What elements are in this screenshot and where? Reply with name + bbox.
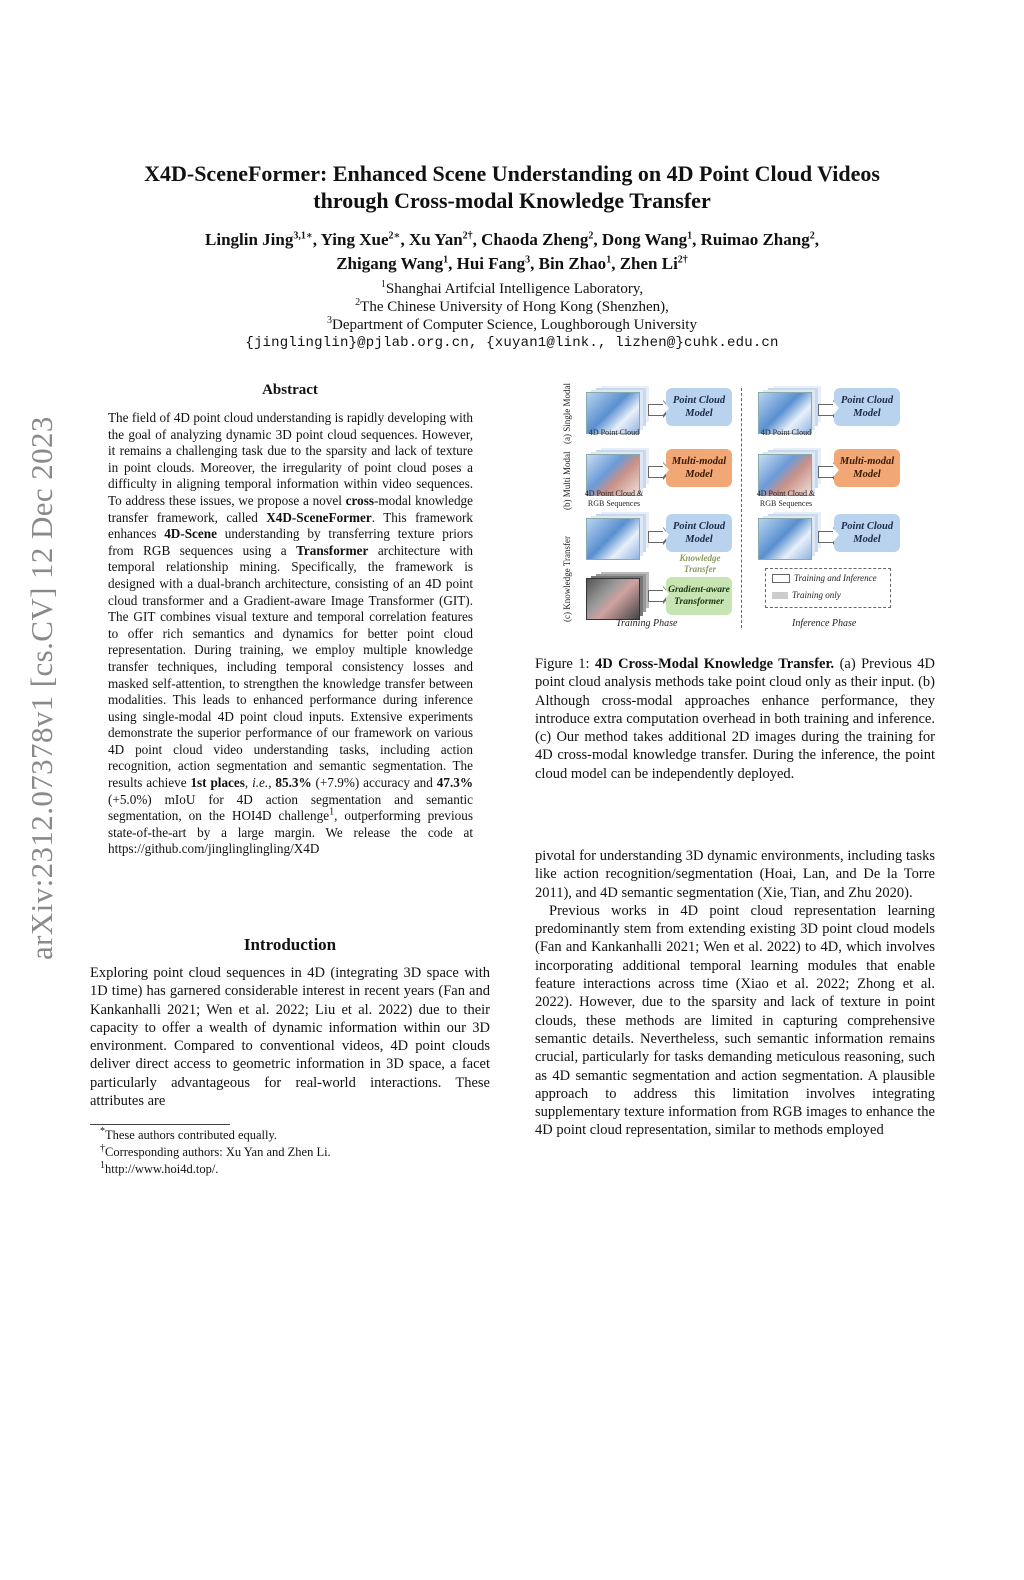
knowledge-transfer-label: Knowledge Transfer — [679, 553, 721, 574]
point-cloud-model-box: Point Cloud Model — [834, 388, 900, 426]
legend-training-inference — [772, 573, 877, 583]
right-paragraph-1: pivotal for understanding 3D dynamic environments, including tasks like action recognition/segmentation (Hoai, Lan, and De la Torre 2011), and 4D semantic segmentation (Xie, Tian, and Zhu 2020). — [535, 848, 935, 901]
right-paragraph-2: Previous works in 4D point cloud representation learning predominantly stem from extending existing 3D point cloud models (Fan and Kankanhalli 2021; Wen et al. 2022) to 4D, which involves incorporating additional temporal learning modules that enable feature interactions across time (Xiao et al. 2022; Zhong et al. 2022). However, due to the sparsity and lack of texture in point clouds, these methods are limited in capturing comprehensive semantic details. Nevertheless, such semantic information remains crucial, particularly for tasks demanding meticulous reasoning, such as 4D semantic segmentation and action segmentation. A plausible approach to address this limitation involves integrating supplementary texture information from RGB images to enhance the 4D point cloud representation, similar to methods employed — [535, 902, 935, 1139]
caption-4d-rgb-line2: RGB Sequences — [759, 499, 813, 508]
arrow-icon — [648, 404, 663, 416]
grey-arrow-icon — [772, 592, 788, 599]
caption-4d-rgb — [746, 489, 826, 509]
title-line-1: X4D-SceneFormer: Enhanced Scene Understanding on 4D Point Cloud Videos — [144, 161, 880, 186]
arrow-icon — [818, 404, 833, 416]
author-list — [90, 228, 934, 276]
footnote-rule — [90, 1124, 230, 1125]
phase-divider — [741, 388, 742, 628]
author-emails[interactable]: {jinglinglin}@pjlab.org.cn, {xuyan1@link., lizhen@}cuhk.edu.cn — [245, 335, 779, 351]
footnote-hoi4d-link[interactable]: $^1$http://www.hoi4d.top/. — [100, 1159, 219, 1176]
abstract-text: The field of 4D point cloud understanding is rapidly developing with the goal of analyzing dynamic 3D point cloud sequences. However, it remains a challenging task due to the sparsity and lack of texture in point clouds. Moreover, the irregularity of point cloud poses a difficulty in aligning temporal information within video sequences. To address these issues, we propose a novel cross-modal knowledge transfer framework, called X4D-SceneFormer. This framework enhances 4D-Scene understanding by transferring texture priors from RGB sequences using a Transformer architecture with temporal relationship mining. Specifically, the framework is designed with a dual-branch architecture, consisting of an 4D point cloud transformer and a Gradient-aware Image Transformer (GIT). The GIT combines visual texture and temporal correlation features to offer rich semantics and dynamics for better point cloud representation. During training, we employ multiple knowledge transfer techniques, including temporal consistency losses and masked self-attention, to strengthen the knowledge transfer between modalities. This leads to enhanced performance during inference using single-modal 4D point cloud inputs. Extensive experiments demonstrate the superior performance of our framework on various 4D point cloud video understanding tasks, including action recognition, action segmentation and semantic segmentation. The results achieve 1st places, i.e., 85.3% (+7.9%) accuracy and 47.3% (+5.0%) mIoU for 4D action segmentation and semantic segmentation, on the HOI4D challenge$^1$, outperforming previous state-of-the-art by a large margin. We release the code at https://github.com/jinglinglingling/X4D — [108, 410, 474, 857]
row-label-knowledge-transfer: (c) Knowledge Transfer — [562, 536, 572, 622]
figure-legend — [765, 568, 891, 608]
point-cloud-model-box: Point Cloud Model — [666, 388, 732, 426]
caption-4d-rgb-line2: RGB Sequences — [587, 499, 641, 508]
abstract-heading: Abstract — [262, 382, 318, 398]
title-line-2: through Cross-modal Knowledge Transfer — [313, 188, 711, 213]
figure-1-caption: Figure 1: 4D Cross-Modal Knowledge Transfer. (a) Previous 4D point cloud analysis methods take point cloud only as their input. (b) Although cross-modal approaches enhance performance, they introduce extra computation overhead in both training and inference. (c) Our method takes additional 2D images during the training for 4D cross-modal knowledge transfer. During the inference, the point cloud model can be independently deployed. — [535, 656, 935, 782]
multi-modal-model-box: Multi-modal Model — [666, 449, 732, 487]
arrow-icon — [648, 466, 663, 478]
affiliation-3: $^3$Department of Computer Science, Loughborough University — [327, 315, 697, 333]
affiliation-2: $^2$The Chinese University of Hong Kong (Shenzhen), — [355, 297, 669, 315]
right-column-body — [535, 847, 935, 1140]
legend-training-only — [772, 590, 841, 600]
training-phase-label: Training Phase — [616, 618, 678, 629]
gradient-aware-transformer-box: Gradient-aware Transformer — [666, 577, 732, 615]
point-cloud-image — [586, 518, 640, 560]
legend-training-only-label: Training only — [792, 590, 841, 600]
arrow-icon — [818, 466, 833, 478]
authors-line-2: Zhigang Wang$^1$, Hui Fang$^3$, Bin Zhao$^1$, Zhen $Li^{2\dagger}$ — [336, 254, 688, 273]
introduction-paragraph-1: Exploring point cloud sequences in 4D (integrating 3D space with 1D time) has garnered considerable interest in recent years (Fan and Kankanhalli 2021; Wen et al. 2022; Liu et al. 2022) due to their capacity to offer a wealth of dynamic information within our 3D environment. Compared to conventional videos, 4D point clouds deliver direct access to geometric information in 3D space, a facet particularly advantageous for real-world interactions. These attributes are — [90, 965, 490, 1110]
arrow-icon — [818, 531, 833, 543]
paper-title — [90, 160, 934, 214]
footnote-corresponding: †Corresponding authors: Xu Yan and Zhen Li. — [100, 1142, 331, 1159]
multi-modal-model-box: Multi-modal Model — [834, 449, 900, 487]
introduction-heading: Introduction — [243, 935, 337, 954]
caption-4d-rgb-line1: 4D Point Cloud & — [584, 489, 644, 498]
affiliation-1: $^1$Shanghai Artifcial Intelligence Laboratory, — [380, 279, 644, 297]
arrow-icon — [648, 531, 663, 543]
arxiv-stamp — [22, 416, 62, 1580]
row-label-multi-modal: (b) Multi Modal — [562, 451, 572, 510]
footnotes — [100, 1127, 490, 1178]
arxiv-stamp-text: arXiv:2312.07378v1 [cs.CV] 12 Dec 2023 — [24, 416, 59, 960]
legend-training-inference-label: Training and Inference — [794, 573, 877, 583]
caption-4d-point-cloud: 4D Point Cloud — [760, 428, 812, 437]
point-cloud-model-box: Point Cloud Model — [834, 514, 900, 552]
affiliations — [90, 280, 934, 352]
footnote-equal-contribution: *These authors contributed equally. — [100, 1125, 278, 1142]
authors-line-1: Linglin Jing$^{3,1∗}$, Ying Xue$^{2∗}$, Xu Yan$^{2\dagger}$, Chaoda Zheng$^2$, Dong Wang$^1$, Ruimao Zhang$^2$, — [205, 230, 819, 249]
caption-4d-point-cloud: 4D Point Cloud — [588, 428, 640, 437]
row-label-single-modal: (a) Single Modal — [562, 383, 572, 444]
inference-phase-label: Inference Phase — [792, 618, 857, 629]
point-cloud-model-box: Point Cloud Model — [666, 514, 732, 552]
introduction-section — [90, 935, 490, 1110]
open-arrow-icon — [772, 574, 790, 583]
abstract-section — [90, 382, 490, 399]
rgb-sequence-image — [586, 578, 640, 620]
point-cloud-image — [758, 518, 812, 560]
caption-4d-rgb — [574, 489, 654, 509]
caption-4d-rgb-line1: 4D Point Cloud & — [756, 489, 816, 498]
figure-1 — [560, 380, 900, 632]
arrow-icon — [648, 590, 663, 602]
